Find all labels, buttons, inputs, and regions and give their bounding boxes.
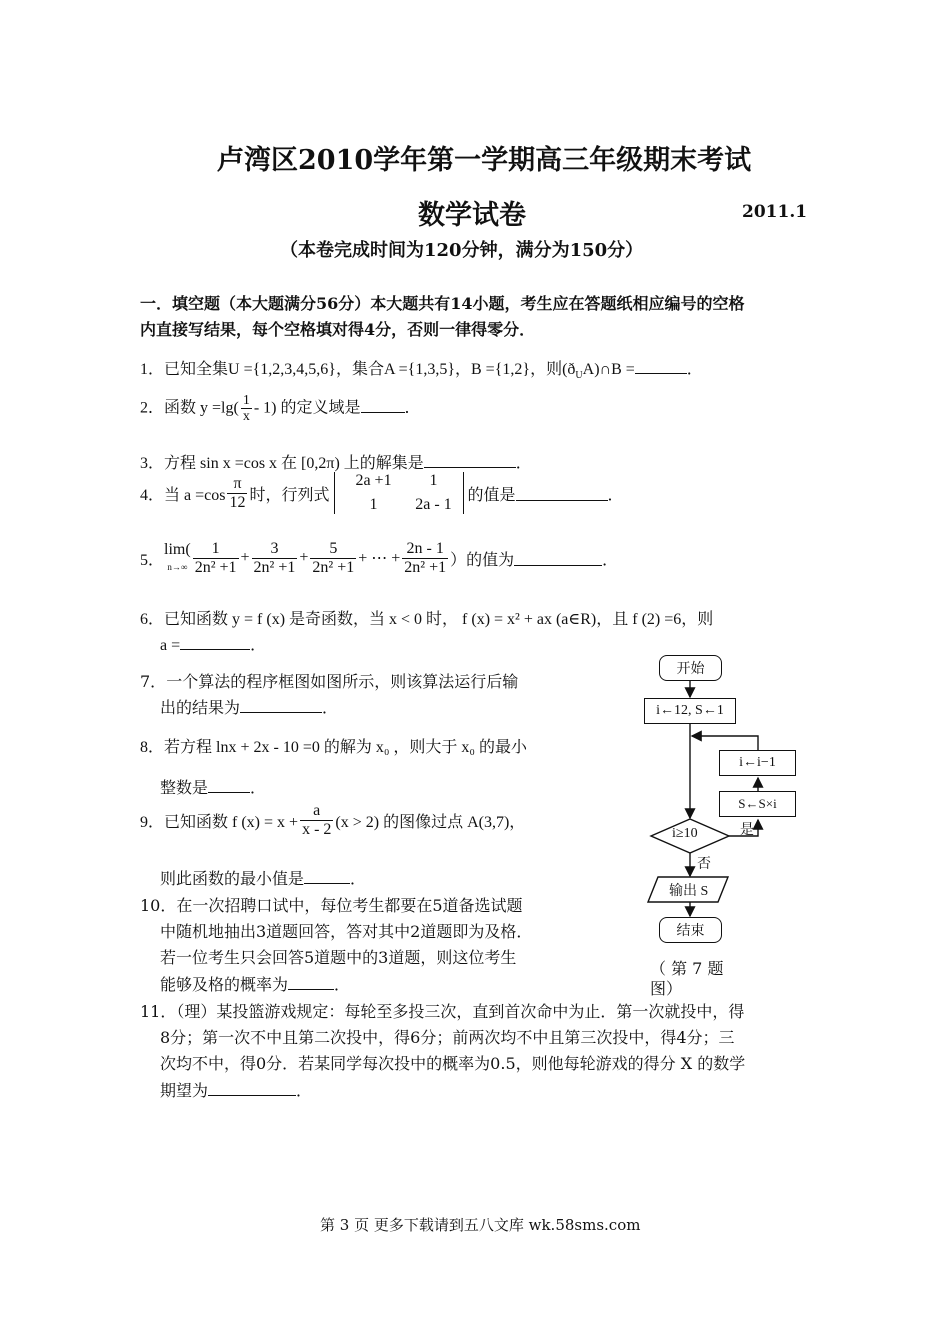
q1-end: ． xyxy=(686,361,703,378)
q4-pre: 当 a =cos xyxy=(164,486,226,504)
q5-t2-num: 3 xyxy=(252,540,298,559)
section-heading-line2: 内直接写结果，每个空格填对得4分，否则一律得零分． xyxy=(140,320,536,339)
q4-m21: 1 xyxy=(369,496,378,513)
q8-end: ． xyxy=(250,778,267,797)
q5-lim-label: lim( xyxy=(164,541,191,559)
q6-line2: a = xyxy=(160,637,181,654)
q1-tail: A)∩B = xyxy=(582,361,635,378)
q2-frac-num: 1 xyxy=(242,393,250,408)
q6-end: ． xyxy=(250,637,267,654)
q4-mid: 时，行列式 xyxy=(249,486,330,504)
q11-end: ． xyxy=(296,1081,313,1100)
q11-number: 11． xyxy=(140,1002,177,1021)
q7-end: ． xyxy=(322,698,339,717)
q6-line1: 已知函数 y = f (x) 是奇函数，当 x < 0 时， f (x) = x² + ax (a∈R)，且 f (2) =6，则 xyxy=(164,611,714,628)
q9-number: 9． xyxy=(140,813,165,831)
flow-no-label: 否 xyxy=(697,856,711,872)
exam-date: 2011.1 xyxy=(742,202,808,222)
q5-t1-num: 1 xyxy=(193,540,239,559)
flow-caption-line1: （ 第 7 题 xyxy=(650,959,724,978)
q7-line1: 一个算法的程序框图如图所示，则该算法运行后输 xyxy=(166,672,519,691)
flow-decrement: i←i−1 xyxy=(719,750,796,776)
question-10-line2: 中随机地抽出3道题回答，答对其中2道题即为及格． xyxy=(160,922,533,941)
q5-dots: + ⋯ + xyxy=(358,550,401,568)
q2-pre: 函数 y =lg( xyxy=(164,399,239,417)
q4-post: 的值是 xyxy=(467,486,516,504)
q9-post: (x > 2) 的图像过点 A(3,7)， xyxy=(335,813,526,831)
flow-multiply: S←S×i xyxy=(719,791,796,817)
q2-post: - 1) 的定义域是 xyxy=(253,399,361,417)
q9-pre: 已知函数 f (x) = x + xyxy=(164,813,299,831)
q6-number: 6． xyxy=(140,611,165,628)
q5-t1-den: 2n² +1 xyxy=(194,558,237,576)
q3-number: 3． xyxy=(140,455,165,472)
question-10-line3: 若一位考生只会回答5道题中的3道题，则这位考生 xyxy=(160,948,517,967)
q8-line2: 整数是 xyxy=(160,778,209,797)
q10-line4: 能够及格的概率为 xyxy=(160,975,289,994)
q8-line1: 若方程 lnx + 2x - 10 =0 的解为 x₀ ，则大于 x₀ 的最小 xyxy=(164,739,527,756)
q5-tn-den: 2n² +1 xyxy=(404,558,447,576)
q8-number: 8． xyxy=(140,739,165,756)
question-11-line3: 次均不中，得0分．若某同学每次投中的概率为0.5，则他每轮游戏的得分 X 的数学 xyxy=(160,1054,746,1073)
q1-text: 已知全集U ={1,2,3,4,5,6}，集合A ={1,3,5}，B ={1,2}，则(ð xyxy=(164,361,576,378)
q11-line4: 期望为 xyxy=(160,1081,209,1100)
q1-sub: U xyxy=(575,370,583,382)
q3-text: 方程 sin x =cos x 在 [0,2π) 上的解集是 xyxy=(164,455,424,472)
q10-number: 10． xyxy=(140,896,177,915)
flow-init: i←12, S←1 xyxy=(644,698,736,724)
q5-post: ）的值为 xyxy=(450,551,515,569)
flow-output-label: 输出 S xyxy=(669,884,709,899)
q10-line1: 在一次招聘口试中，每位考生都要在5道备选试题 xyxy=(176,896,523,915)
q4-frac-den: 12 xyxy=(229,493,246,511)
q5-number: 5． xyxy=(140,551,165,569)
q5-plus1: + xyxy=(240,549,250,567)
q9-frac-den: x - 2 xyxy=(302,820,332,838)
q5-lim-sub: n→∞ xyxy=(167,562,188,573)
q1-number: 1． xyxy=(140,361,165,378)
flow-end: 结束 xyxy=(659,917,722,943)
q2-end: ． xyxy=(404,399,421,417)
arrow-loop-back xyxy=(692,736,758,750)
q9-frac-num: a xyxy=(300,802,333,821)
q9-line2: 则此函数的最小值是 xyxy=(160,869,305,888)
q4-number: 4． xyxy=(140,486,165,504)
section-heading-line1: 一．填空题（本大题满分56分）本大题共有14小题，考生应在答题纸相应编号的空格 xyxy=(140,294,745,313)
q5-tn-num: 2n - 1 xyxy=(402,540,448,559)
q11-line1: （理）某投篮游戏规定：每轮至多投三次，直到首次命中为止．第一次就投中，得 xyxy=(176,1002,745,1021)
q5-t3-den: 2n² +1 xyxy=(312,558,355,576)
exam-title: 卢湾区2010学年第一学期高三年级期末考试 xyxy=(217,145,752,176)
time-note: （本卷完成时间为120分钟，满分为150分） xyxy=(280,240,644,261)
paper-subtitle: 数学试卷 xyxy=(418,200,526,231)
q4-frac-num: π xyxy=(227,475,247,494)
q2-frac-den: x xyxy=(242,409,250,425)
q5-t2-den: 2n² +1 xyxy=(253,558,296,576)
q4-m22: 2a - 1 xyxy=(415,496,452,513)
q5-end: ． xyxy=(602,551,619,569)
q9-end: ． xyxy=(350,869,367,888)
flow-yes-label: 是 xyxy=(740,822,754,838)
q5-t3-num: 5 xyxy=(310,540,356,559)
q7-number: 7． xyxy=(140,672,167,691)
q4-end: ． xyxy=(607,486,624,504)
q4-m11: 2a +1 xyxy=(355,472,392,489)
q7-line2: 出的结果为 xyxy=(160,698,241,717)
flow-caption-line2: 图） xyxy=(650,979,683,998)
flow-condition-label: i≥10 xyxy=(672,826,698,841)
q3-end: ． xyxy=(515,455,532,472)
q4-m12: 1 xyxy=(429,472,438,489)
q2-number: 2． xyxy=(140,399,165,417)
question-11-line2: 8分；第一次不中且第二次投中，得6分；前两次均不中且第三次投中，得4分；三 xyxy=(160,1028,735,1047)
q5-plus2: + xyxy=(299,549,309,567)
flow-start: 开始 xyxy=(659,655,722,681)
q10-end: ． xyxy=(334,975,351,994)
page-footer: 第 3 页 更多下载请到五八文库 wk.58sms.com xyxy=(320,1216,641,1234)
